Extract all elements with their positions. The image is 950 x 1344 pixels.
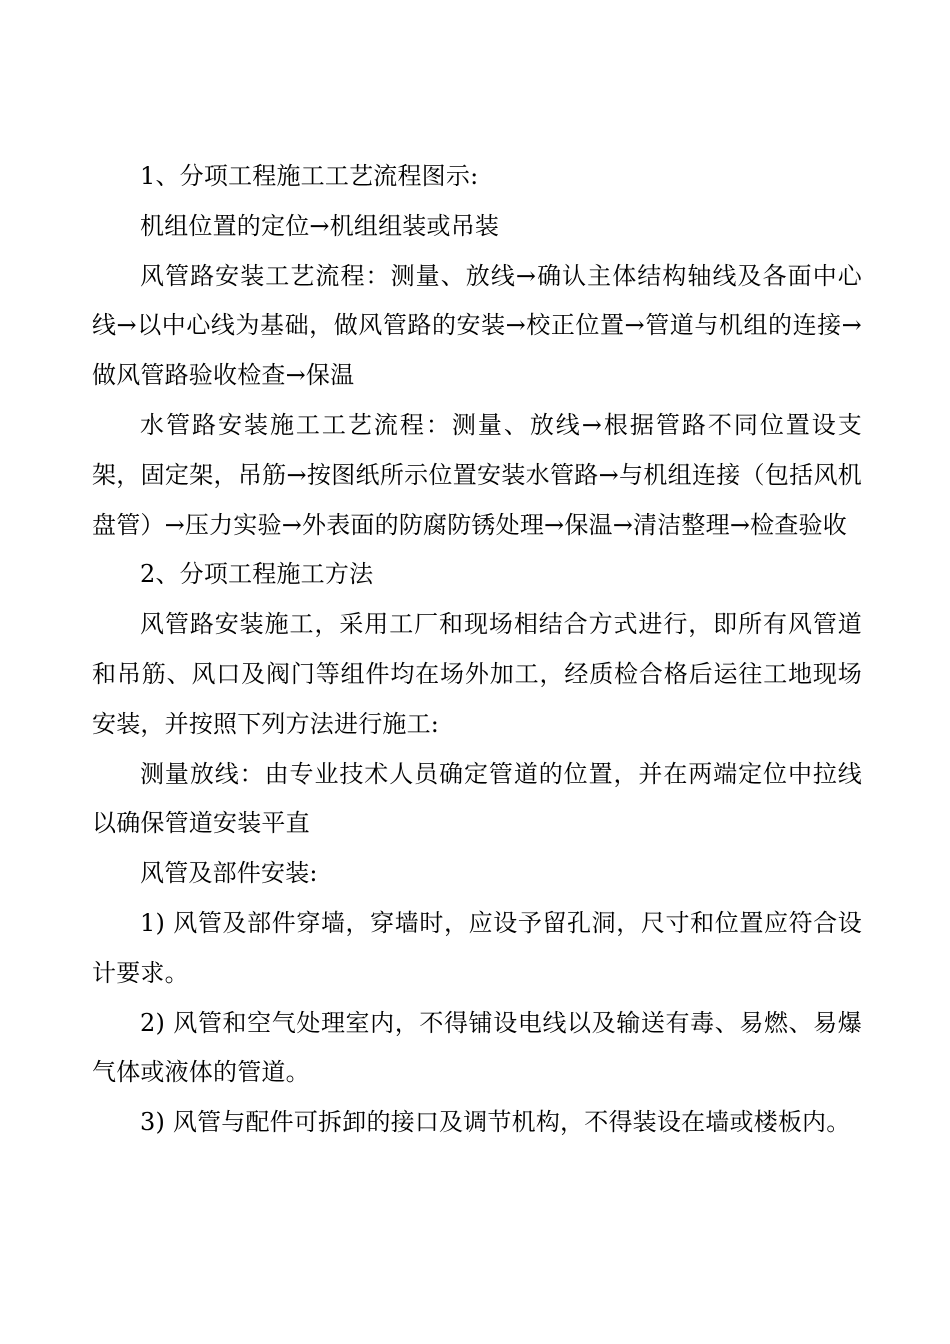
paragraph-method-title: 2、分项工程施工方法 xyxy=(140,560,374,589)
paragraph-unit-process: 机组位置的定位→机组组装或吊装 xyxy=(140,211,500,240)
document-body xyxy=(92,152,862,1148)
list-item-2: 2) 风管和空气处理室内，不得铺设电线以及输送有毒、易燃、易爆气体或液体的管道。 xyxy=(92,1008,862,1087)
paragraph-duct-process: 风管路安装工艺流程：测量、放线→确认主体结构轴线及各面中心线→以中心线为基础，做风管路的安装→校正位置→管道与机组的连接→做风管路验收检查→保温 xyxy=(92,261,862,390)
paragraph-duct-parts-title: 风管及部件安装: xyxy=(140,859,318,888)
paragraph-water-pipe-process: 水管路安装施工工艺流程：测量、放线→根据管路不同位置设支架，固定架，吊筋→按图纸所示位置安装水管路→与机组连接（包括风机盘管）→压力实验→外表面的防腐防锈处理→保温→清洁整理→检查验收 xyxy=(92,410,862,539)
paragraph-process-title: 1、分项工程施工工艺流程图示: xyxy=(140,162,479,190)
list-item-1: 1) 风管及部件穿墙，穿墙时，应设予留孔洞，尺寸和位置应符合设计要求。 xyxy=(92,908,862,987)
list-item-3: 3) 风管与配件可拆卸的接口及调节机构，不得装设在墙或楼板内。 xyxy=(140,1108,851,1137)
paragraph-survey-layout: 测量放线：由专业技术人员确定管道的位置，并在两端定位中拉线以确保管道安装平直 xyxy=(92,759,862,838)
paragraph-duct-construction: 风管路安装施工，采用工厂和现场相结合方式进行，即所有风管道和吊筋、风口及阀门等组件均在场外加工，经质检合格后运往工地现场安装，并按照下列方法进行施工: xyxy=(92,610,862,738)
